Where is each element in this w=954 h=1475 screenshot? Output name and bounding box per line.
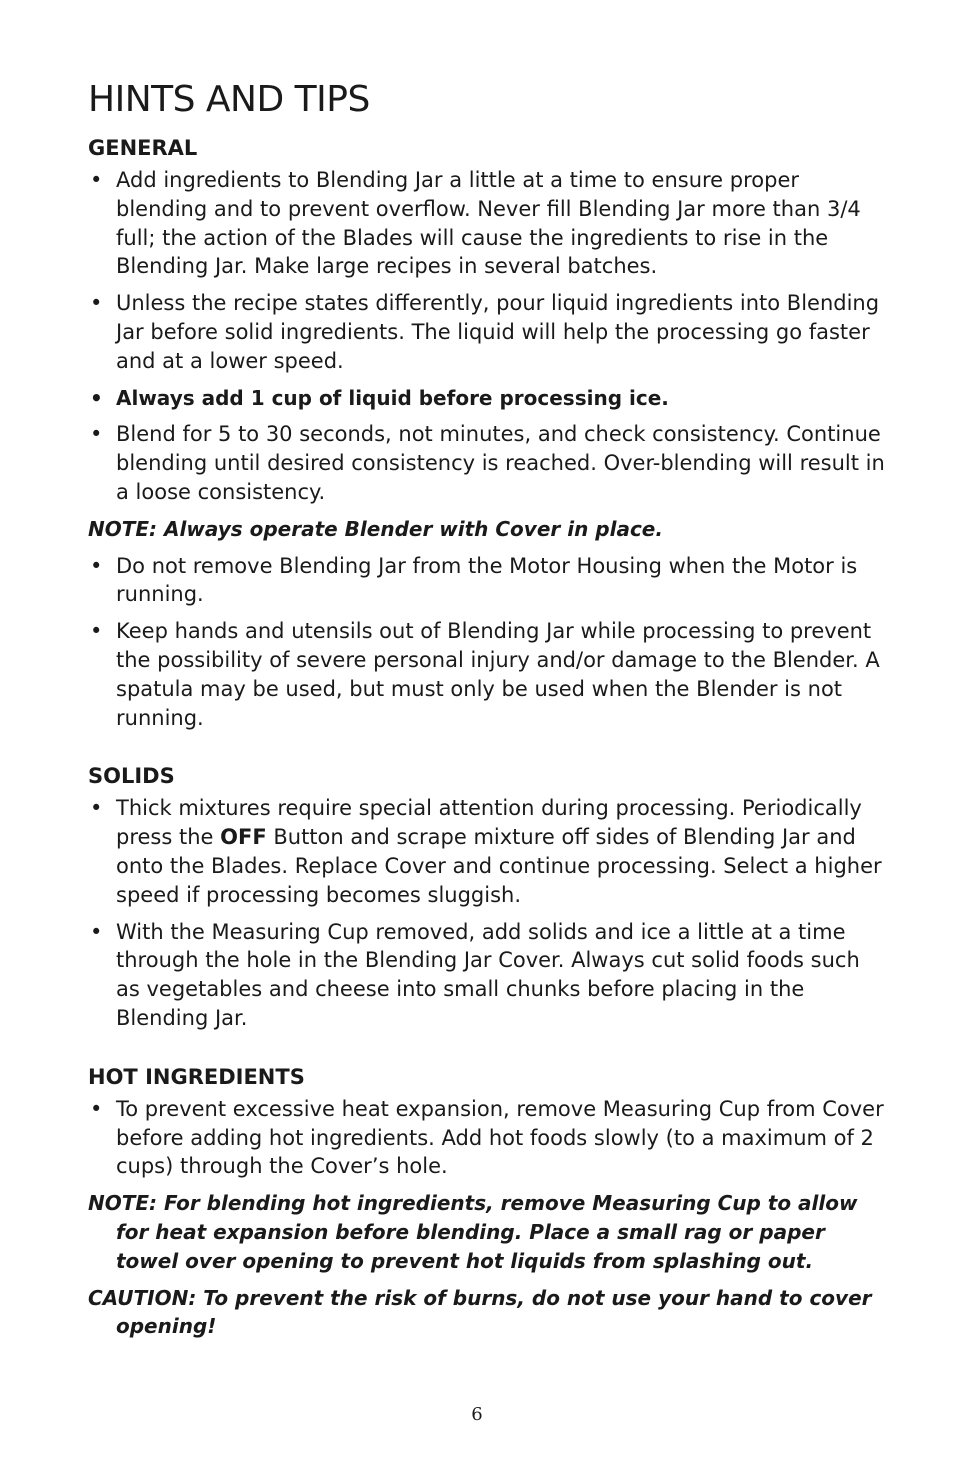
list-item-text: Unless the recipe states differently, pour liquid ingredients into Blending Jar before solid ingredients. The liquid will help the processing go faster and at a lower speed. [116, 291, 880, 373]
list-item-text: Always add 1 cup of liquid before processing ice. [116, 385, 669, 410]
list-item [88, 918, 888, 1033]
list-item-text: Add ingredients to Blending Jar a little at a time to ensure proper blending and to prevent overflow. Never fill Blending Jar more than 3/4 full; the action of the Blades will cause the ingredients to rise in the Blending Jar. Make large recipes in several batches. [116, 168, 861, 279]
list-item-text: Do not remove Blending Jar from the Motor Housing when the Motor is running. [116, 553, 858, 607]
list-item-text: To prevent excessive heat expansion, remove Measuring Cup from Cover before adding hot ingredients. Add hot foods slowly (to a maximum of 2 cups) through the Cover’s hole. [116, 1096, 884, 1179]
general-list [88, 166, 888, 507]
list-item [88, 384, 888, 413]
section-heading-general: GENERAL [88, 136, 198, 160]
bullet-icon: • [90, 619, 103, 644]
section-solids [88, 762, 888, 1032]
bullet-icon: • [90, 168, 103, 192]
bullet-icon: • [90, 422, 103, 447]
hot-ingredients-note: NOTE: For blending hot ingredients, remove Measuring Cup to allow for heat expansion before blending. Place a small rag or paper towel over opening to prevent hot liquids from splashing out. [88, 1191, 858, 1273]
hot-ingredients-list [88, 1095, 888, 1181]
list-item [88, 289, 888, 375]
page-number: 6 [471, 1404, 483, 1425]
page-content [88, 78, 888, 1349]
bullet-icon: • [90, 1096, 103, 1121]
list-item [88, 1095, 888, 1181]
list-item [88, 166, 888, 281]
list-item-text: Blend for 5 to 30 seconds, not minutes, and check consistency. Continue blending until desired consistency is reached. Over-blending will result in a loose consistency. [116, 422, 885, 504]
hot-ingredients-caution: CAUTION: To prevent the risk of burns, do not use your hand to cover opening! [88, 1285, 872, 1339]
bullet-icon: • [90, 919, 103, 944]
section-hot-ingredients [88, 1063, 888, 1341]
off-button-label: OFF [220, 825, 267, 850]
bullet-icon: • [90, 796, 103, 821]
bullet-icon: • [90, 385, 103, 410]
list-item-text: With the Measuring Cup removed, add solids and ice a little at a time through the hole in the Blending Jar Cover. Always cut solid foods such as vegetables and cheese into small chunks before placing in the Blending Jar. [116, 919, 860, 1030]
section-general [88, 134, 888, 732]
list-item-text: Keep hands and utensils out of Blending Jar while processing to prevent the possibility of severe personal injury and/or damage to the Blender. A spatula may be used, but must only be used when the Blender is not running. [116, 619, 880, 730]
section-heading-solids: SOLIDS [88, 764, 175, 789]
list-item [88, 420, 888, 506]
section-heading-hot-ingredients: HOT INGREDIENTS [88, 1064, 305, 1089]
list-item [88, 552, 888, 610]
list-item-text-b: Button and scrape mixture off sides of Blending Jar and onto the Blades. Replace Cover and continue processing. Select a higher speed if processing becomes sluggish. [116, 825, 882, 907]
general-note: NOTE: Always operate Blender with Cover in place. [88, 516, 663, 541]
list-item [88, 794, 888, 909]
general-list-continued [88, 552, 888, 733]
list-item-text-a: Thick mixtures require special attention during processing. Periodically press the [116, 796, 862, 850]
list-item [88, 617, 888, 732]
bullet-icon: • [90, 553, 103, 578]
bullet-icon: • [90, 291, 103, 316]
page-title: HINTS AND TIPS [88, 79, 370, 120]
solids-list [88, 794, 888, 1032]
